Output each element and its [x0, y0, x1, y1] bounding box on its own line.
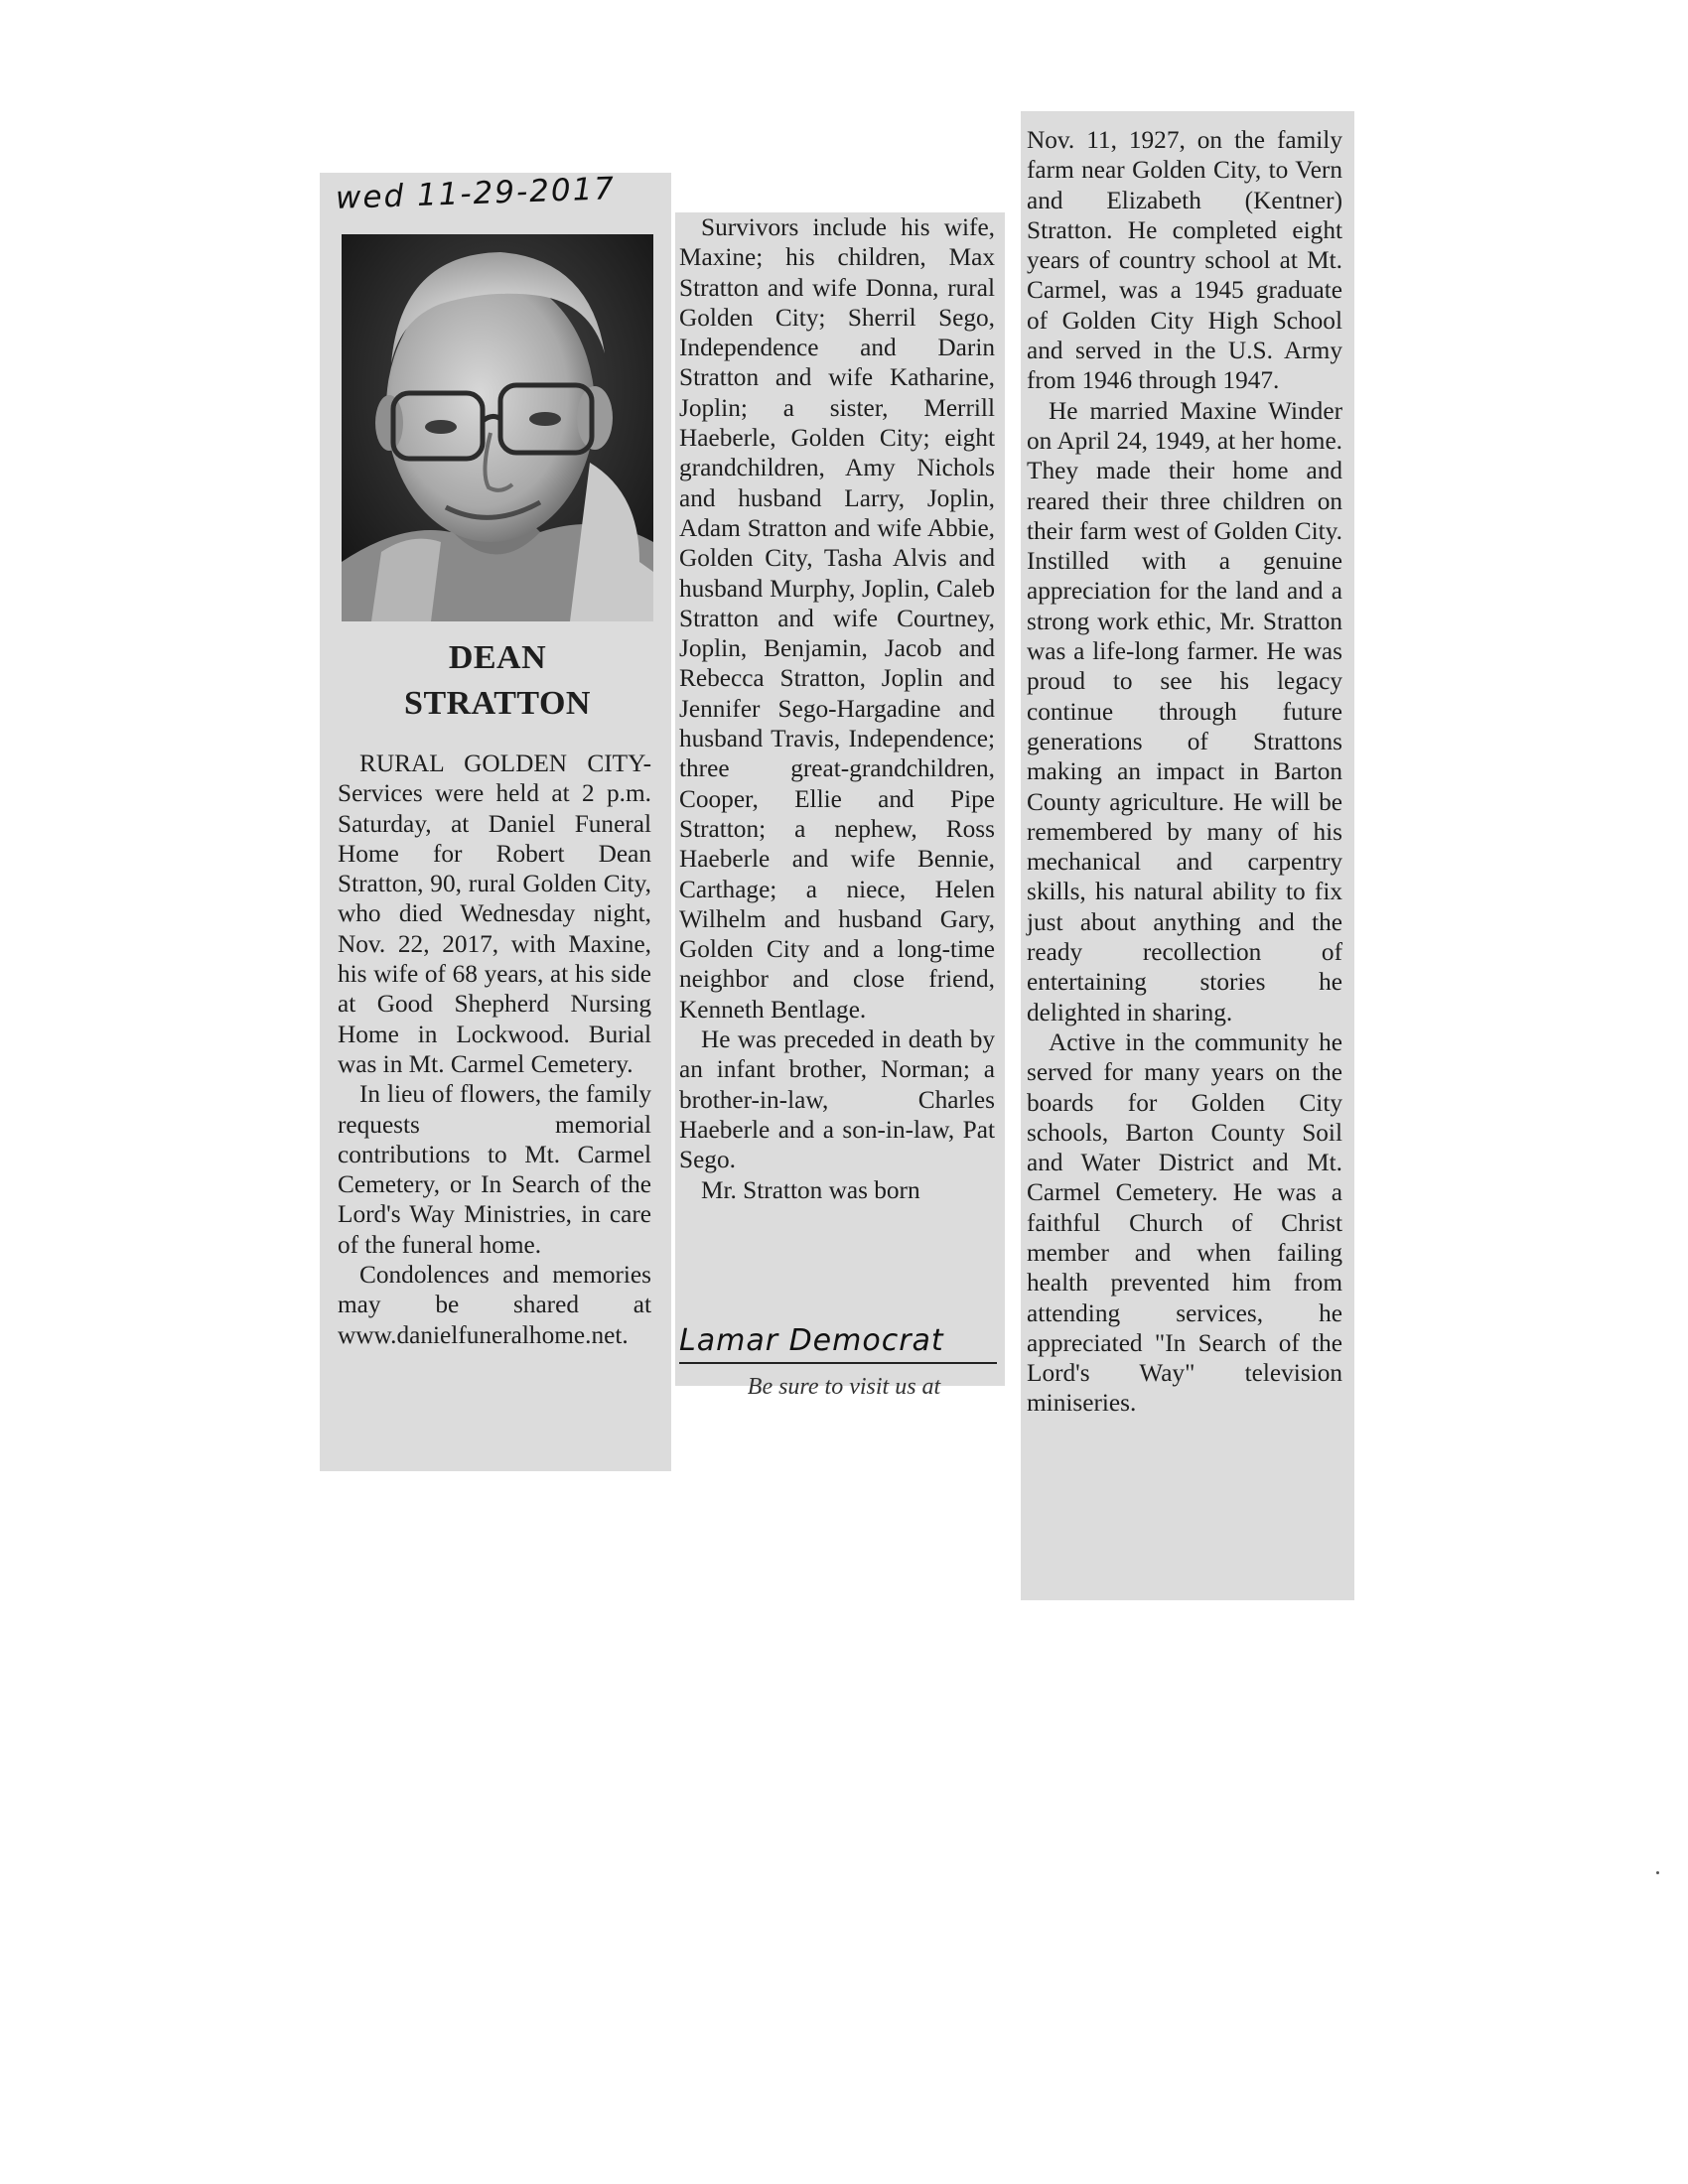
decedent-name: [342, 635, 653, 727]
handwritten-date: wed 11-29-2017: [335, 171, 617, 216]
survivors-paragraph: Survivors include his wife, Maxine; his children, Max Stratton and wife Donna, rural Golden City; Sherril Sego, Independence and Darin Stratton and wife Katharine, Joplin; a sister, Merrill Haeberle, Golden City; eight grandchildren, Amy Nichols and husband Larry, Joplin, Adam Stratton and wife Abbie, Golden City, Tasha Alvis and husband Murphy, Joplin, Caleb Stratton and wife Courtney, Joplin, Benjamin, Jacob and Rebecca Stratton, Joplin and Jennifer Sego-Hargadine and husband Travis, Independence; three great-grandchildren, Cooper, Ellie and Pipe Stratton; a nephew, Ross Haeberle and wife Bennie, Carthage; a niece, Helen Wilhelm and husband Gary, Golden City and a long-time neighbor and close friend, Kenneth Bentlage.: [679, 213, 995, 1024]
handwritten-paper-name: Lamar Democrat: [679, 1323, 944, 1358]
footer-teaser-text: Be sure to visit us at: [747, 1374, 941, 1400]
handwriting-underline: [679, 1362, 997, 1364]
name-last: STRATTON: [404, 685, 591, 722]
portrait-photo: [342, 234, 653, 621]
name-first: DEAN: [448, 639, 547, 676]
marriage-paragraph: He married Maxine Winder on April 24, 1949, at her home. They made their home and reared their three children on their farm west of Golden City. Instilled with a genuine appreciation for the land and a strong work ethic, Mr. Stratton was a life-long farmer. He was proud to see his legacy continue through future generations of Strattons making an impact in Barton County agriculture. He will be remembered by many of his mechanical and carpentry skills, his natural ability to fix just about anything and the ready recollection of entertaining stories he delighted in sharing.: [1027, 396, 1342, 1026]
obituary-text-left: [338, 749, 651, 1350]
memorials-paragraph: In lieu of flowers, the family requests memorial contributions to Mt. Carmel Cemetery, or In Search of the Lord's Way Ministries, in care of the funeral home.: [338, 1080, 651, 1259]
obituary-text-middle: [679, 212, 995, 1205]
services-paragraph: RURAL GOLDEN CITY- Services were held at 2 p.m. Saturday, at Daniel Funeral Home for Robert Dean Stratton, 90, rural Golden City, who died Wednesday night, Nov. 22, 2017, with Maxine, his wife of 68 years, at his side at Good Shepherd Nursing Home in Lockwood. Burial was in Mt. Carmel Cemetery.: [338, 750, 651, 1078]
scan-speck: [1656, 1871, 1659, 1874]
preceded-paragraph: He was preceded in death by an infant brother, Norman; a brother-in-law, Charles Haeberle and a son-in-law, Pat Sego.: [679, 1025, 995, 1174]
community-paragraph: Active in the community he served for many years on the boards for Golden City schools, Barton County Soil and Water District and Mt. Carmel Cemetery. He was a faithful Church of Christ member and when failing health prevented him from attending services, he appreciated "In Search of the Lord's Way" television miniseries.: [1027, 1027, 1342, 1418]
birth-paragraph-continued: Nov. 11, 1927, on the family farm near Golden City, to Vern and Elizabeth (Kentner) Stratton. He completed eight years of country school at Mt. Carmel, was a 1945 graduate of Golden City High School and served in the U.S. Army from 1946 through 1947.: [1027, 126, 1342, 395]
condolences-paragraph: Condolences and memories may be shared at www.danielfuneralhome.net.: [338, 1261, 651, 1349]
obituary-text-right: [1027, 125, 1342, 1419]
portrait-illustration: [342, 234, 653, 621]
birth-paragraph-start: Mr. Stratton was born: [701, 1175, 920, 1204]
